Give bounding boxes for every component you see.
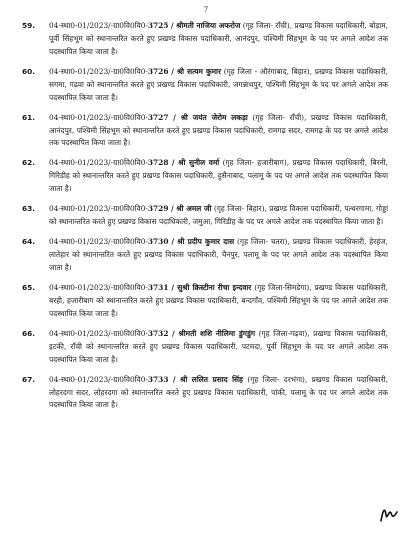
order-number: 3728: [147, 158, 169, 168]
order-number: 3725: [147, 21, 169, 30]
order-ref: 04-स्था0-01/2023/-ग्रा0वि0वि0-: [49, 282, 148, 292]
officer-name: / श्री अमल जी: [170, 204, 212, 214]
officer-name: / श्रीमती शशि नीलिमा डुंगडुंग: [172, 328, 256, 338]
order-body: (गृह जिला-सिमडेगा), प्रखण्ड विकास पदाधिकारी, बरही, हजारीबाग को स्थानान्तरित करते हुए प्रखण्ड विकास पदाधिकारी, बन्दगाँव, पश्चिमी सिंहभूम के पद पर अगले आदेश तक पदस्थापित किया जाता है।: [49, 282, 388, 318]
entry-number: 66.: [22, 328, 36, 338]
list-item: [22, 236, 388, 275]
entry-text: [49, 282, 388, 321]
order-number: 3732: [147, 328, 169, 338]
entry-number: 67.: [22, 374, 36, 384]
order-number: 3729: [147, 204, 169, 214]
officer-name: / श्री जयंत जेरोम लकड़ा: [173, 112, 248, 122]
entry-number: 64.: [22, 237, 36, 247]
order-ref: 04-स्था0-01/2023/-ग्रा0वि0वि0-: [49, 112, 148, 122]
list-item: [22, 112, 388, 151]
list-item: [22, 203, 388, 229]
officer-name: / श्रीमती नाजिया अफरोज: [170, 21, 241, 30]
order-ref: 04-स्था0-01/2023/-ग्रा0वि0वि0-: [49, 328, 148, 338]
officer-name: / श्री सुनील वर्मा: [171, 158, 220, 168]
officer-name: / श्री सत्यम कुमार: [171, 66, 221, 76]
order-body: (गृह जिला - औरंगाबाद, बिहार), प्रखण्ड विकास पदाधिकारी, सगमा, गढ़वा को स्थानान्तरित करते हुए प्रखण्ड विकास पदाधिकारी, जगन्नाथपुर, पश्चिमी सिंहभूम के पद पर अगले आदेश तक पदस्थापित किया जाता है।: [49, 66, 388, 102]
entry-text: [49, 203, 388, 229]
list-item: [22, 328, 388, 367]
signature-mark: [378, 503, 400, 529]
entry-number: 59.: [22, 21, 36, 30]
list-item: [22, 374, 388, 413]
order-ref: 04-स्था0-01/2023/-ग्रा0वि0वि0-: [49, 21, 148, 30]
order-body: (गृह जिला- चतरा), प्रखण्ड विकास पदाधिकारी, हेरहंज, लातेहार को स्थानान्तरित करते हुए प्रखण्ड विकास पदाधिकारी, चैनपुर, पलामू के पद पर अगले आदेश तक पदस्थापित किया जाता है।: [49, 237, 388, 272]
entry-text: [49, 112, 388, 151]
order-number: 3726: [147, 66, 169, 76]
entry-number: 60.: [22, 66, 36, 76]
order-body: (गृह जिला- बिहार), प्रखण्ड विकास पदाधिकारी, पत्थरगामा, गोड्डा को स्थानान्तरित करते हुए प्रखण्ड विकास पदाधिकारी, जमुआ, गिरिडीह के पद पर अगले आदेश तक पदस्थापित किया जाता है।: [49, 204, 389, 227]
order-number: 3733: [147, 374, 169, 384]
entry-text: [49, 374, 388, 413]
entry-text: [49, 157, 388, 196]
order-number: 3730: [147, 237, 169, 247]
order-body: (गृह जिला- राँची), प्रखण्ड विकास पदाधिकारी, बोड़ाम, पूर्वी सिंहभूम को स्थानान्तरित करते हुए प्रखण्ड विकास पदाधिकारी, आनंदपुर, पश्चिमी सिंहभूम के पद पर अगले आदेश तक पदस्थापित किया जाता है।: [49, 21, 388, 56]
order-body: (गृह जिला- राँची), प्रखण्ड विकास पदाधिकारी, आनंदपुर, पश्चिमी सिंहभूम को स्थानान्तरित करते हुए प्रखण्ड विकास पदाधिकारी, रामगढ़ सदर, रामगढ़ के पद पर अगले आदेश तक पदस्थापित किया जाता है।: [49, 112, 388, 148]
entry-text: [49, 66, 388, 105]
page-number: 7: [203, 6, 209, 14]
entry-number: 61.: [22, 112, 36, 122]
order-ref: 04-स्था0-01/2023/-ग्रा0वि0वि0-: [49, 66, 148, 76]
order-number: 3731: [147, 282, 169, 292]
order-number: 3727: [147, 112, 169, 122]
order-body: (गृह जिला- हजारीबाग), प्रखण्ड विकास पदाधिकारी, बिरनी, गिरिडीह को स्थानान्तरित करते हुए प्रखण्ड विकास पदाधिकारी, हुसैनाबाद, पलामू के पद पर अगले आदेश तक पदस्थापित किया जाता है।: [49, 158, 388, 194]
list-item: [22, 282, 388, 321]
officer-name: / श्री ललित प्रसाद सिंह: [172, 374, 243, 384]
officer-name: / श्री प्रदीप कुमार दास: [171, 237, 235, 247]
order-ref: 04-स्था0-01/2023/-ग्रा0वि0वि0-: [49, 374, 148, 384]
order-body: (गृह जिला- दरभंगा), प्रखण्ड विकास पदाधिकारी, लोहरदगा सदर, लोहरदगा को स्थानान्तरित करते हुए प्रखण्ड विकास पदाधिकारी, पांकी, पलामू के पद पर अगले आदेश तक पदस्थापित किया जाता है।: [49, 374, 388, 410]
list-item: [22, 66, 388, 105]
list-item: [22, 20, 388, 59]
entry-text: [49, 236, 388, 275]
entry-number: 65.: [22, 282, 36, 292]
entry-text: [49, 20, 388, 59]
order-ref: 04-स्था0-01/2023/-ग्रा0वि0वि0-: [49, 158, 148, 168]
list-item: [22, 157, 388, 196]
transfer-order-list: [22, 20, 388, 419]
officer-name: / सुश्री क्रिस्टीना रीचा इन्दवार: [171, 282, 252, 292]
entry-number: 63.: [22, 204, 36, 214]
entry-text: [49, 328, 388, 367]
entry-number: 62.: [22, 158, 36, 168]
order-body: (गृह जिला-गढ़वा), प्रखण्ड विकास पदाधिकारी, इटकी, राँची को स्थानान्तरित करते हुए प्रखण्ड विकास पदाधिकारी, पटमदा, पूर्वी सिंहभूम के पद पर अगले आदेश तक पदस्थापित किया जाता है।: [49, 328, 389, 364]
order-ref: 04-स्था0-01/2023/-ग्रा0वि0वि0-: [49, 237, 148, 247]
order-ref: 04-स्था0-01/2023/-ग्रा0वि0वि0-: [49, 204, 148, 214]
